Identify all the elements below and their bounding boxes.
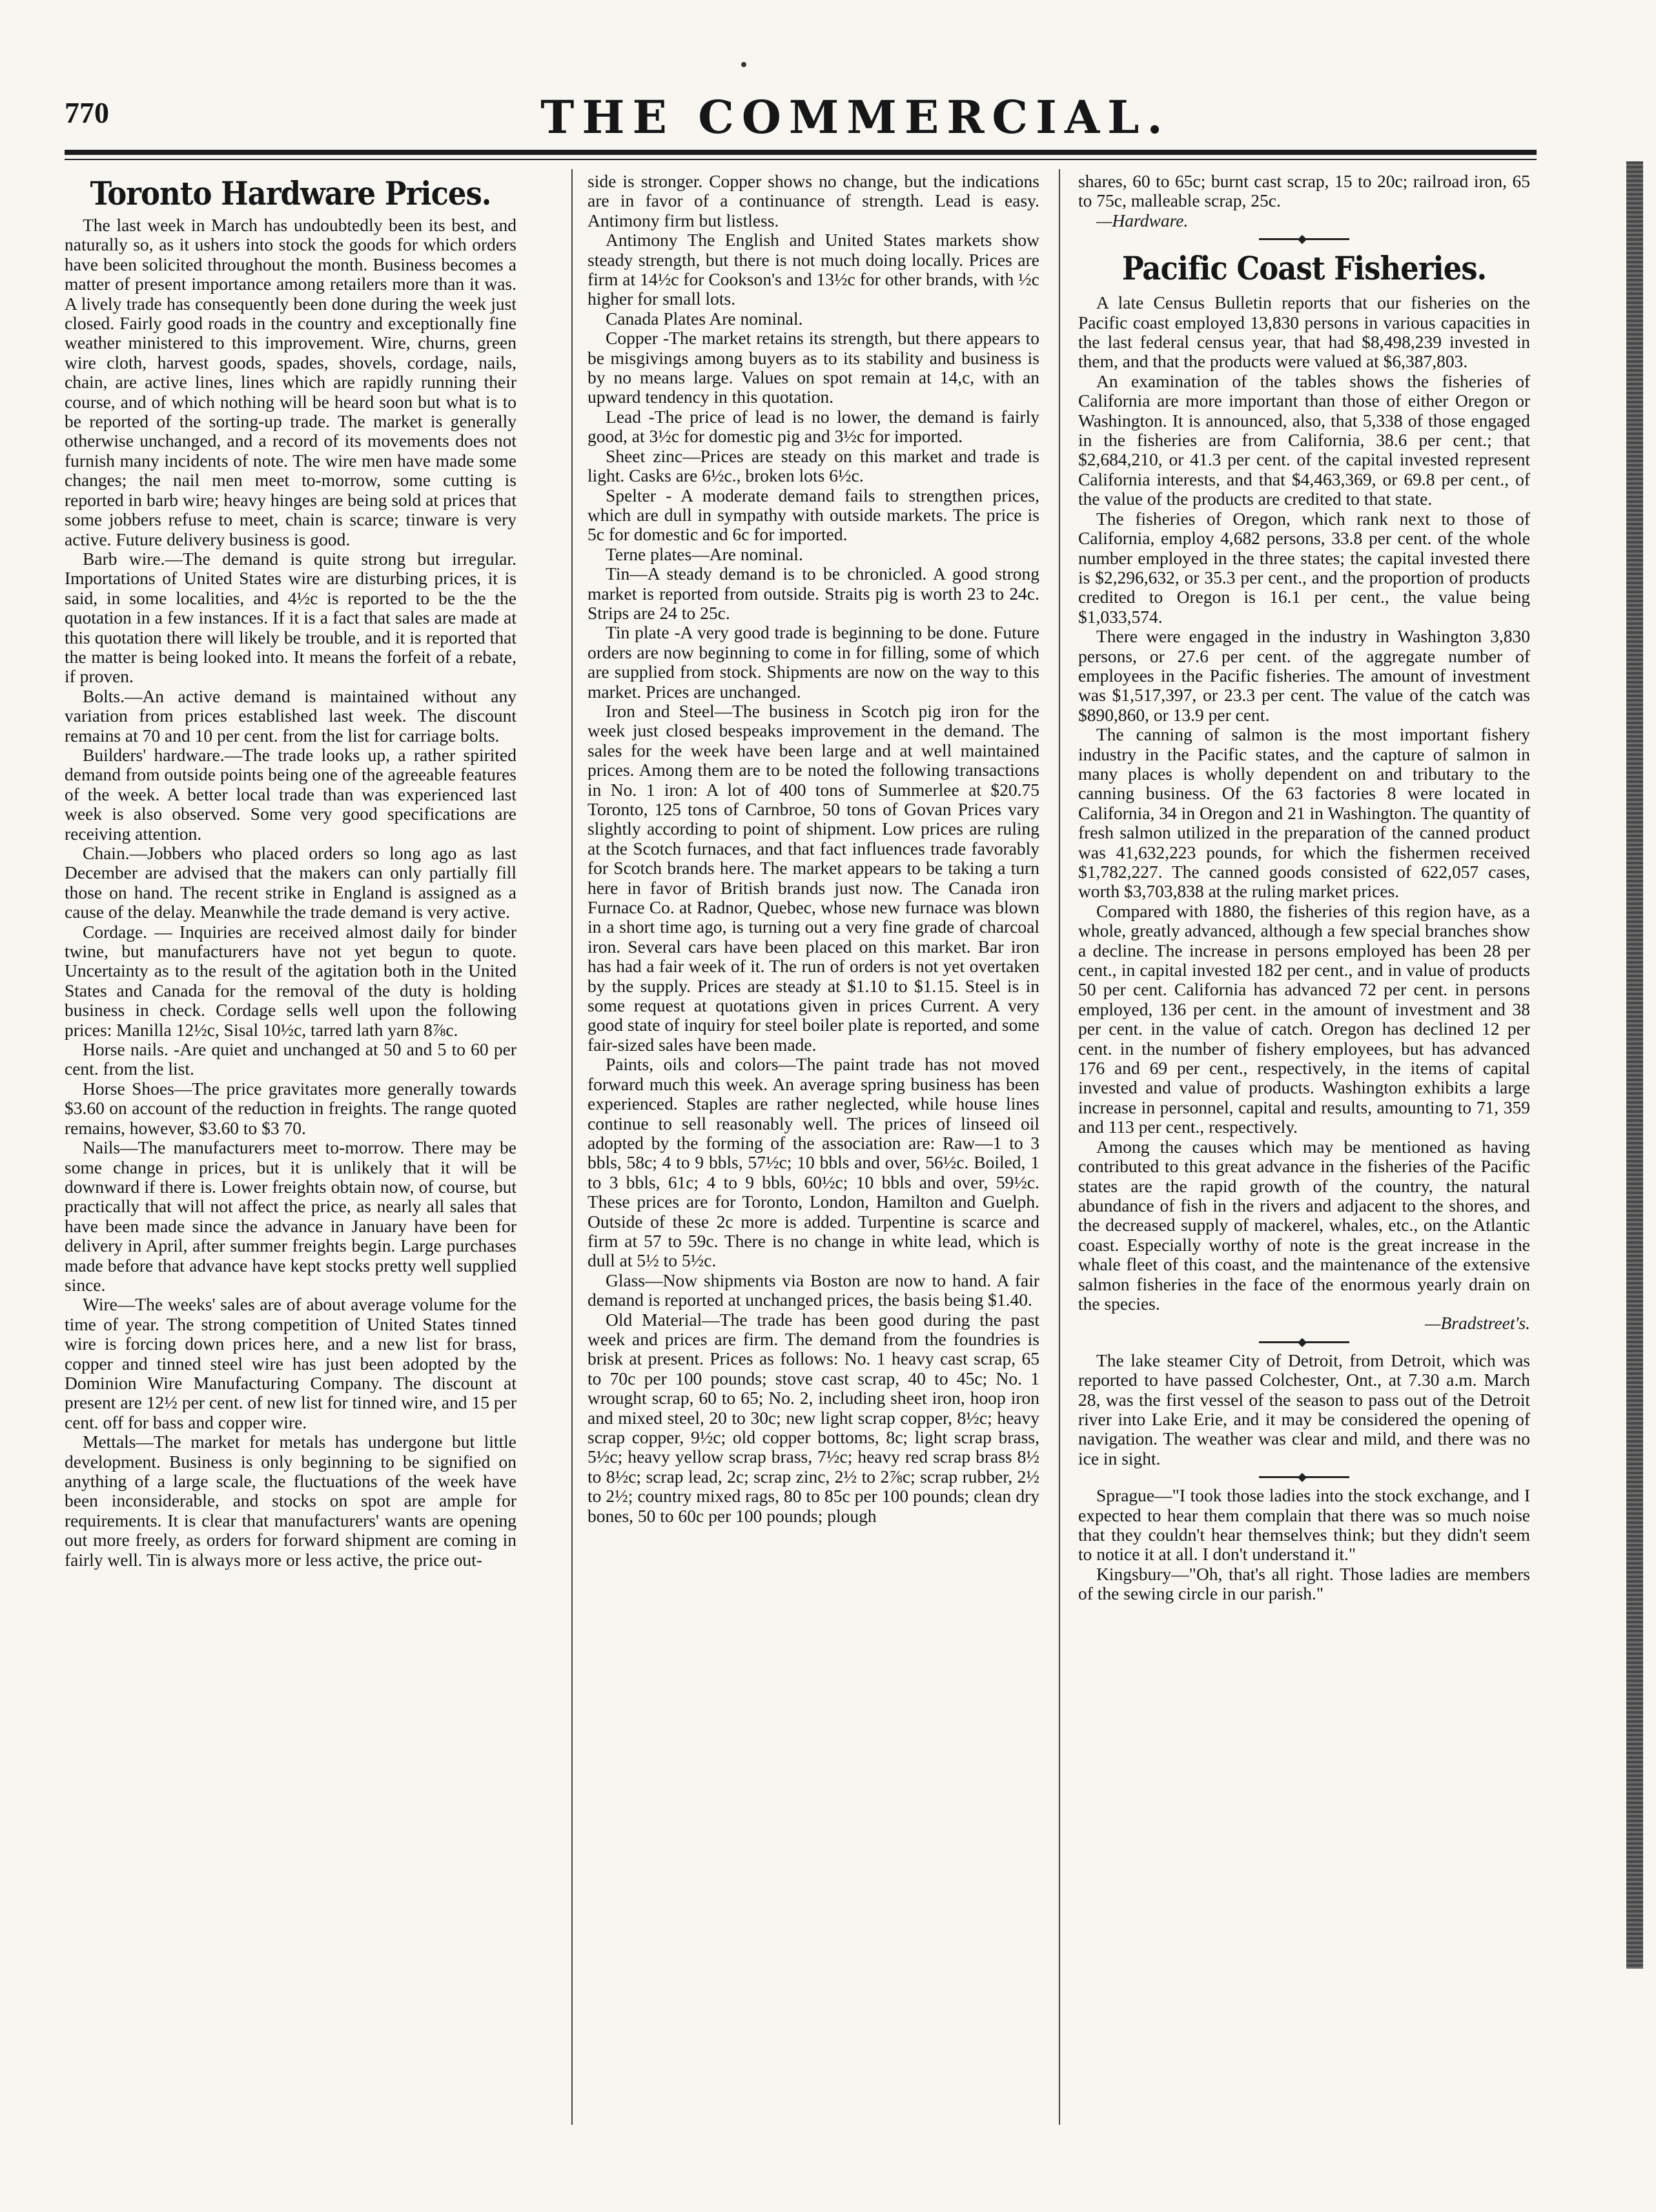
paragraph: Chain.—Jobbers who placed orders so long ago as last December are advised that the makers can only partially fill those on hand. The recent strike in England is assigned as a cause of the delay. Meanwhile the trade demand is very active. [65, 843, 516, 922]
paragraph: Horse Shoes—The price gravitates more generally towards $3.60 on account of the reduction in freights. The range quoted remains, however, $3.60 to $3 70. [65, 1078, 516, 1138]
section-separator [1259, 1476, 1349, 1478]
paragraph: Tin plate -A very good trade is beginning to be done. Future orders are now beginning to come in for filling, some of which are supplied from stock. Shipments are now on the way to this market. Prices are unchanged. [588, 622, 1039, 702]
column-1 [65, 172, 516, 1570]
paragraph: Mettals—The market for metals has undergone but little development. Business is only beginning to be signified on anything of a large scale, the fluctuations of the week have been inconsiderable, and stocks on spot are ample for requirements. It is clear that manufacturers' wants are opening out more freely, as orders for forward shipment are coming in fairly well. Tin is always more or less active, the price out- [65, 1432, 516, 1570]
masthead-title: THE COMMERCIAL. [540, 90, 1170, 144]
paragraph: Terne plates—Are nominal. [606, 543, 803, 564]
paragraph: Builders' hardware.—The trade looks up, a rather spirited demand from outside points being one of the agreeable features of the week. A better local trade than was experienced last week is also observed. Some very good specifications are receiving attention. [65, 744, 516, 844]
byline: —Bradstreet's. [1425, 1313, 1530, 1334]
header-rule-thin [65, 159, 1537, 160]
scan-binding-edge [1626, 161, 1643, 1969]
paragraph: A late Census Bulletin reports that our fisheries on the Pacific coast employed 13,830 persons in various capacities in the last federal census year, that had $8,498,239 invested in them, and that the products were valued at $6,387,803. [1078, 292, 1530, 372]
paragraph: Antimony The English and United States markets show steady strength, but there is not much doing locally. Prices are firm at 14½c for Cookson's and 13½c for other brands, with ½c higher for small lots. [588, 230, 1039, 309]
column-3 [1078, 172, 1530, 1604]
paragraph: Lead -The price of lead is no lower, the demand is fairly good, at 3½c for domestic pig and 3½c for imported. [588, 406, 1039, 447]
paragraph: An examination of the tables shows the fisheries of California are more important than those of either Oregon or Washington. It is announced, also, that 5,338 of those engaged in the fisheries are from California, 38.6 per cent.; that $2,684,210, or 41.3 per cent. of the capital invested represent California interests, and that $4,463,369, or 69.8 per cent., of the value of the products are credited to that state. [1078, 370, 1530, 509]
paragraph: Sheet zinc—Prices are steady on this market and trade is light. Casks are 6½c., broken lots 6½c. [588, 445, 1039, 486]
paragraph: Spelter - A moderate demand fails to strengthen prices, which are dull in sympathy with outside markets. The price is 5c for domestic and 6c for imported. [588, 485, 1039, 545]
column-2 [588, 172, 1039, 1526]
paragraph: Copper -The market retains its strength, but there appears to be misgivings among buyers as to its stability and business is by no means large. Values on spot remain at 14,c, with an upward tendency in this quotation. [588, 328, 1039, 407]
paragraph: Old Material—The trade has been good during the past week and prices are firm. The demand from the foundries is brisk at present. Prices as follows: No. 1 heavy cast scrap, 65 to 70c per 100 pounds; stove cast scrap, 40 to 45c; No. 1 wrought scrap, 60 to 65; No. 2, including sheet iron, hoop iron and mixed steel, 20 to 30c; new light scrap copper, 8½c; heavy scrap copper, 9½c; old copper bottoms, 8c; light scrap brass, 5½c; heavy yellow scrap brass, 7½c; heavy red scrap brass 8½ to 8½c; scrap lead, 2c; scrap zinc, 2½ to 2⅞c; scrap rubber, 2½ to 2½; country mixed rags, 80 to 85c per 100 pounds; clean dry bones, 50 to 60c per 100 pounds; plough [588, 1309, 1039, 1526]
paragraph: Sprague—"I took those ladies into the stock exchange, and I expected to hear them complain that there was so much noise that they couldn't hear themselves think; but they didn't seem to notice it at all. I don't understand it." [1078, 1485, 1530, 1565]
header-rule-thick [65, 150, 1537, 155]
paragraph: shares, 60 to 65c; burnt cast scrap, 15 to 20c; railroad iron, 65 to 75c, malleable scrap, 25c. [1078, 171, 1530, 211]
byline: —Hardware. [1096, 210, 1189, 230]
paragraph: Compared with 1880, the fisheries of this region have, as a whole, greatly advanced, although a few special branches show a decline. The increase in persons employed has been 28 per cent., in capital invested 182 per cent., and in value of products 50 per cent. California has advanced 72 per cent. in persons employed, 136 per cent. in the amount of investment and 38 per cent. in the value of catch. Oregon has declined 12 per cent. in the number of fishery employees, but has advanced 176 and 69 per cent., respectively, in the items of capital invested and value of products. Washington exhibits a large increase in personnel, capital and results, amounting to 71, 359 and 113 per cent., respectively. [1078, 900, 1530, 1137]
paragraph: Iron and Steel—The business in Scotch pig iron for the week just closed bespeaks improvement in the demand. The sales for the week have been large and at well maintained prices. Among them are to be noted the following transactions in No. 1 iron: A lot of 400 tons of Summerlee at $20.75 Toronto, 125 tons of Carnbroe, 50 tons of Govan Prices vary slightly according to point of shipment. Low prices are ruling at the Scotch furnaces, and that fact influences trade favorably for Scotch brands here. The market appears to be taking a turn here in favor of British brands just now. The Canada iron Furnace Co. at Radnor, Quebec, whose new furnace was blown in a short time ago, is turning out a very fine grade of charcoal iron. Several cars have been placed on this market. Bar iron has had a fair week of it. The run of orders is not yet overtaken by the supply. Prices are steady at $1.10 to $1.15. Steel is in some request at quotations given in prices Current. A very good state of inquiry for steel boiler plate is reported, and some fair-sized sales have been made. [588, 700, 1039, 1055]
page-number: 770 [65, 96, 109, 129]
paragraph: Glass—Now shipments via Boston are now to hand. A fair demand is reported at unchanged prices, the basis being $1.40. [588, 1270, 1039, 1310]
paragraph: Kingsbury—"Oh, that's all right. Those ladies are members of the sewing circle in our parish." [1078, 1563, 1530, 1604]
paragraph: Horse nails. -Are quiet and unchanged at 50 and 5 to 60 per cent. from the list. [65, 1039, 516, 1079]
paragraph: The lake steamer City of Detroit, from Detroit, which was reported to have passed Colchester, Ont., at 7.30 a.m. March 28, was the first vessel of the season to pass out of the Detroit river into Lake Erie, and it may be considered the opening of navigation. The weather was clear and mild, and there was no ice in sight. [1078, 1350, 1530, 1468]
section-separator [1259, 238, 1349, 240]
print-speck [741, 62, 746, 67]
paragraph: side is stronger. Copper shows no change, but the indications are in favor of a continuance of strength. Lead is easy. Antimony firm but listless. [588, 171, 1039, 230]
article-heading-pacific-fisheries: Pacific Coast Fisheries. [1121, 249, 1487, 288]
column-divider [1059, 169, 1060, 2125]
paragraph: The canning of salmon is the most important fishery industry in the Pacific states, and the capture of salmon in many places is wholly dependent on and tributary to the canning business. Of the 63 factories 8 were located in California, 34 in Oregon and 21 in Washington. The quantity of fresh salmon utilized in the preparation of the canned product was 41,632,223 pounds, for which the fishermen received $1,782,227. The canned goods consisted of 622,057 cases, worth $3,703,838 at the ruling market prices. [1078, 724, 1530, 902]
paragraph: Barb wire.—The demand is quite strong but irregular. Importations of United States wire are disturbing prices, it is said, in some localities, and 4½c is reported to be the the quotation in a few instances. If it is a fact that sales are made at this quotation there will likely be trouble, and it is reported that the matter is being looked into. It means the forfeit of a rebate, if proven. [65, 548, 516, 687]
paragraph: The fisheries of Oregon, which rank next to those of California, employ 4,682 persons, 33.8 per cent. of the whole number employed in the three states; the capital invested there is $2,296,632, or 35.3 per cent., and the proportion of products credited to Oregon is 16.1 per cent., the value being $1,033,574. [1078, 508, 1530, 627]
section-separator [1259, 1341, 1349, 1343]
paragraph: Paints, oils and colors—The paint trade has not moved forward much this week. An average spring business has been experienced. Staples are rather neglected, while house lines continue to sell reasonably well. The prices of linseed oil adopted by the forming of the association are: Raw—1 to 3 bbls, 58c; 4 to 9 bbls, 57½c; 10 bbls and over, 56½c. Boiled, 1 to 3 bbls, 61c; 4 to 9 bbls, 60½c; 10 bbls and over, 59½c. These prices are for Toronto, London, Hamilton and Guelph. Outside of these 2c more is added. Turpentine is scarce and firm at 57 to 59c. There is no change in white lead, which is dull at 5½ to 5½c. [588, 1054, 1039, 1271]
paragraph: Tin—A steady demand is to be chronicled. A good strong market is reported from outside. Straits pig is worth 23 to 24c. Strips are 24 to 25c. [588, 563, 1039, 623]
paragraph: Bolts.—An active demand is maintained without any variation from prices established last week. The discount remains at 70 and 10 per cent. from the list for carriage bolts. [65, 685, 516, 746]
paragraph: There were engaged in the industry in Washington 3,830 persons, or 27.6 per cent. of the aggregate number of employees in the Pacific fisheries. The amount of investment was $1,517,397, or 23.3 per cent. The value of the catch was $890,860, or 13.9 per cent. [1078, 626, 1530, 725]
column-divider [571, 169, 573, 2125]
paragraph: The last week in March has undoubtedly been its best, and naturally so, as it ushers into stock the goods for which orders have been solicited throughout the month. Business becomes a matter of present importance among retailers more than it was. A lively trade has consequently been done during the week just closed. Fairly good roads in the country and exceptionally fine weather ministered to this improvement. Wire, churns, green wire cloth, harvest goods, spades, shovels, cordage, nails, chain, are active lines, lines which are rapidly running their course, and of which nothing will be heard soon but what is to be reported of the sorting-up trade. The market is generally otherwise unchanged, and a record of its movements does not furnish many incidents of note. The wire men have made some changes; the nail men meet to-morrow, some cutting is reported in barb wire; heavy hinges are being sold at prices that some jobbers refuse to meet, chain is scarce; tinware is very active. Future delivery business is good. [65, 215, 516, 549]
paragraph: Cordage. — Inquiries are received almost daily for binder twine, but manufacturers have not yet begun to quote. Uncertainty as to the result of the agitation both in the United States and Canada for the removal of the duty is holding business in check. Cordage sells well upon the following prices: Manilla 12½c, Sisal 10½c, tarred lath yarn 8⅞c. [65, 921, 516, 1040]
paragraph: Nails—The manufacturers meet to-morrow. There may be some change in prices, but it is unlikely that it will be downward if there is. Lower freights obtain now, of course, but practically that will not affect the price, as nearly all sales that have been made since the advance in January have been for delivery in April, after summer freights begin. Large purchases made before that advance have kept stocks pretty well supplied since. [65, 1137, 516, 1295]
paragraph: Wire—The weeks' sales are of about average volume for the time of year. The strong competition of United States tinned wire is forcing down prices here, and a new list for brass, copper and tinned steel wire has just been adopted by the Dominion Wire Manufacturing Company. The discount at present are 12½ per cent. of new list for tinned wire, and 15 per cent. off for bass and copper wire. [65, 1294, 516, 1432]
paragraph: Among the causes which may be mentioned as having contributed to this great advance in the fisheries of the Pacific states are the rapid growth of the country, the natural abundance of fish in the rivers and adjacent to the shores, and the decreased supply of mackerel, whales, etc., on the Atlantic coast. Especially worthy of note is the great increase in the whale fleet of this coast, and the maintenance of the extensive salmon fisheries in the face of the enormous yearly drain on the species. [1078, 1136, 1530, 1314]
article-heading-toronto-hardware: Toronto Hardware Prices. [90, 174, 491, 212]
paragraph: Canada Plates Are nominal. [606, 308, 803, 329]
